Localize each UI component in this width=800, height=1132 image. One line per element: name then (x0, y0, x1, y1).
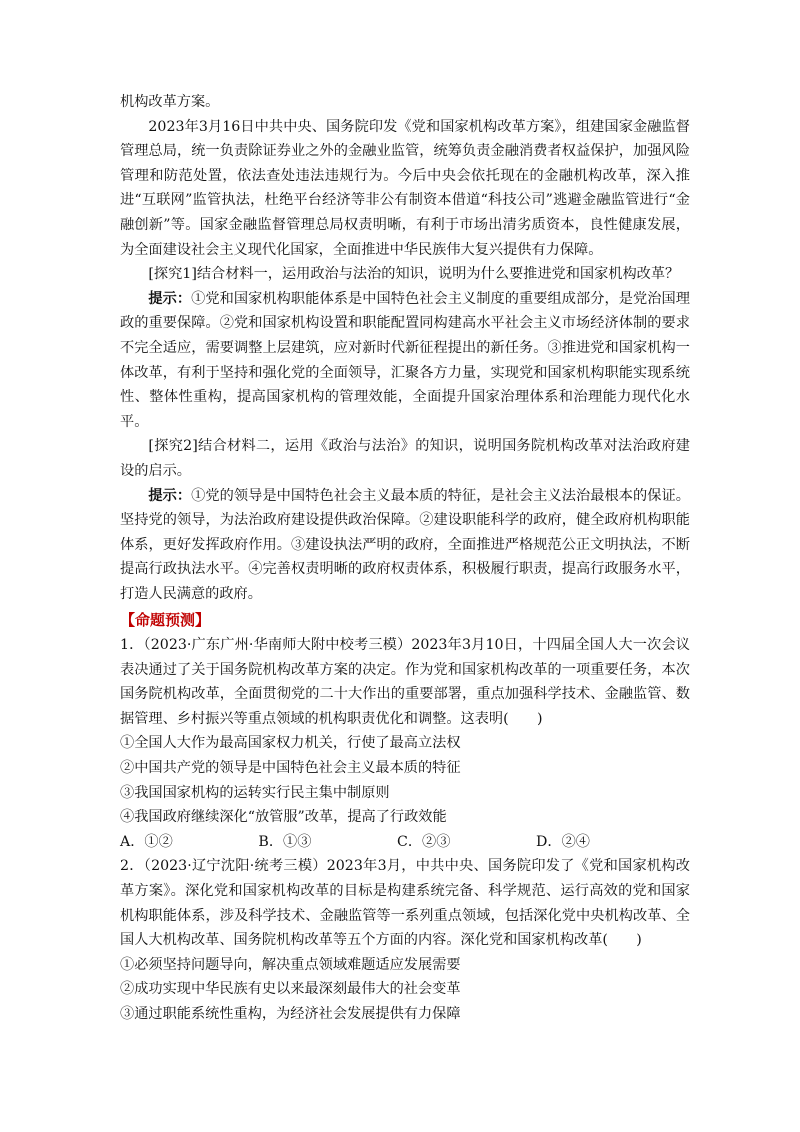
inquiry2-tip-text: ①党的领导是中国特色社会主义最本质的特征，是社会主义法治最根本的保证。坚持党的领导，为法治政府建设提供政治保障。②建设职能科学的政府，健全政府机构职能体系，更好发挥政府作用。③建设执法严明的政府，全面推进严格规范公正文明执法，不断提高行政执法水平。④完善权责明晰的政府权责体系，积极履行职责，提高行政服务水平，打造人民满意的政府。 (120, 487, 690, 602)
material-first-line: 机构改革方案。 (120, 94, 220, 110)
material-paragraph: 2023年3月16日中共中央、国务院印发《党和国家机构改革方案》，组建国家金融监督管理总局，统一负责除证券业之外的金融业监管，统筹负责金融消费者权益保护，加强风险管理和防范处置，依法查处违法违规行为。今后中央会依托现在的金融机构改革，深入推进“互联网”监管执法，杜绝平台经济等非公有制资本借道“科技公司”逃避金融监管进行“金融创新”等。国家金融监督管理总局权责明晰，有利于市场出清劣质资本，良性健康发展，为全面建设社会主义现代化国家，全面推进中华民族伟大复兴提供有力保障。 (120, 118, 690, 258)
q1-statement: ①全国人大作为最高国家权力机关，行使了最高立法权 (120, 735, 461, 752)
inquiry1-question: [探究1]结合材料一，运用政治与法治的知识，说明为什么要推进党和国家机构改革？ (148, 266, 680, 283)
section-title: 【命题预测】 (120, 611, 211, 630)
q1-stem: 1．（2023·广东广州·华南师大附中校考三模）2023年3月10日，十四届全国人大一次会议表决通过了关于国务院机构改革方案的决定。作为党和国家机构改革的一项重要任务，本次国务院机构改革，全面贯彻党的二十大作出的重要部署，重点加强科学技术、金融监管、数据管理、乡村振兴等重点领域的机构职责优化和调整。这表明( ) (120, 637, 690, 727)
inquiry2-tip-label: 提示： (148, 487, 192, 504)
q1-statement: ④我国政府继续深化“放管服”改革，提高了行政效能 (120, 809, 447, 826)
inquiry2-question: [探究2]结合材料二，运用《政治与法治》的知识，说明国务院机构改革对法治政府建设的启示。 (120, 438, 690, 479)
q2-statement: ①必须坚持问题导向，解决重点领域难题适应发展需要 (120, 956, 461, 973)
q2-statement: ②成功实现中华民族有史以来最深刻最伟大的社会变革 (120, 981, 461, 998)
inquiry1-tip-label: 提示： (148, 290, 192, 307)
q2-stem: 2．（2023·辽宁沈阳·统考三模）2023年3月，中共中央、国务院印发了《党和国家机构改革方案》。深化党和国家机构改革的目标是构建系统完备、科学规范、运行高效的党和国家机构职能体系，涉及科学技术、金融监管等一系列重点领域，包括深化党中央机构改革、全国人大机构改革、国务院机构改革等五个方面的内容。深化党和国家机构改革( ) (120, 858, 690, 949)
q1-option-d[interactable]: D．②④ (536, 833, 590, 850)
inquiry2-tip (120, 484, 690, 607)
inquiry1-tip-text: ①党和国家机构职能体系是中国特色社会主义制度的重要组成部分，是党治国理政的重要保障。②党和国家机构设置和职能配置同构建高水平社会主义市场经济体制的要求不完全适应，需要调整上层建筑，应对新时代新征程提出的新任务。③推进党和国家机构一体改革，有利于坚持和强化党的全面领导，汇聚各方力量，实现党和国家机构职能实现系统性、整体性重构，提高国家机构的管理效能，全面提升国家治理体系和治理能力现代化水平。 (120, 290, 690, 430)
q1-option-b[interactable]: B．①③ (258, 833, 312, 850)
q2-statement: ③通过职能系统性重构，为经济社会发展提供有力保障 (120, 1005, 461, 1022)
q1-option-c[interactable]: C．②③ (397, 833, 451, 850)
inquiry1-tip (120, 287, 690, 435)
q1-statement: ③我国国家机构的运转实行民主集中制原则 (120, 784, 390, 801)
q1-options (120, 830, 590, 855)
q1-option-a[interactable]: A．①② (120, 833, 173, 850)
q1-statement: ②中国共产党的领导是中国特色社会主义最本质的特征 (120, 760, 461, 777)
